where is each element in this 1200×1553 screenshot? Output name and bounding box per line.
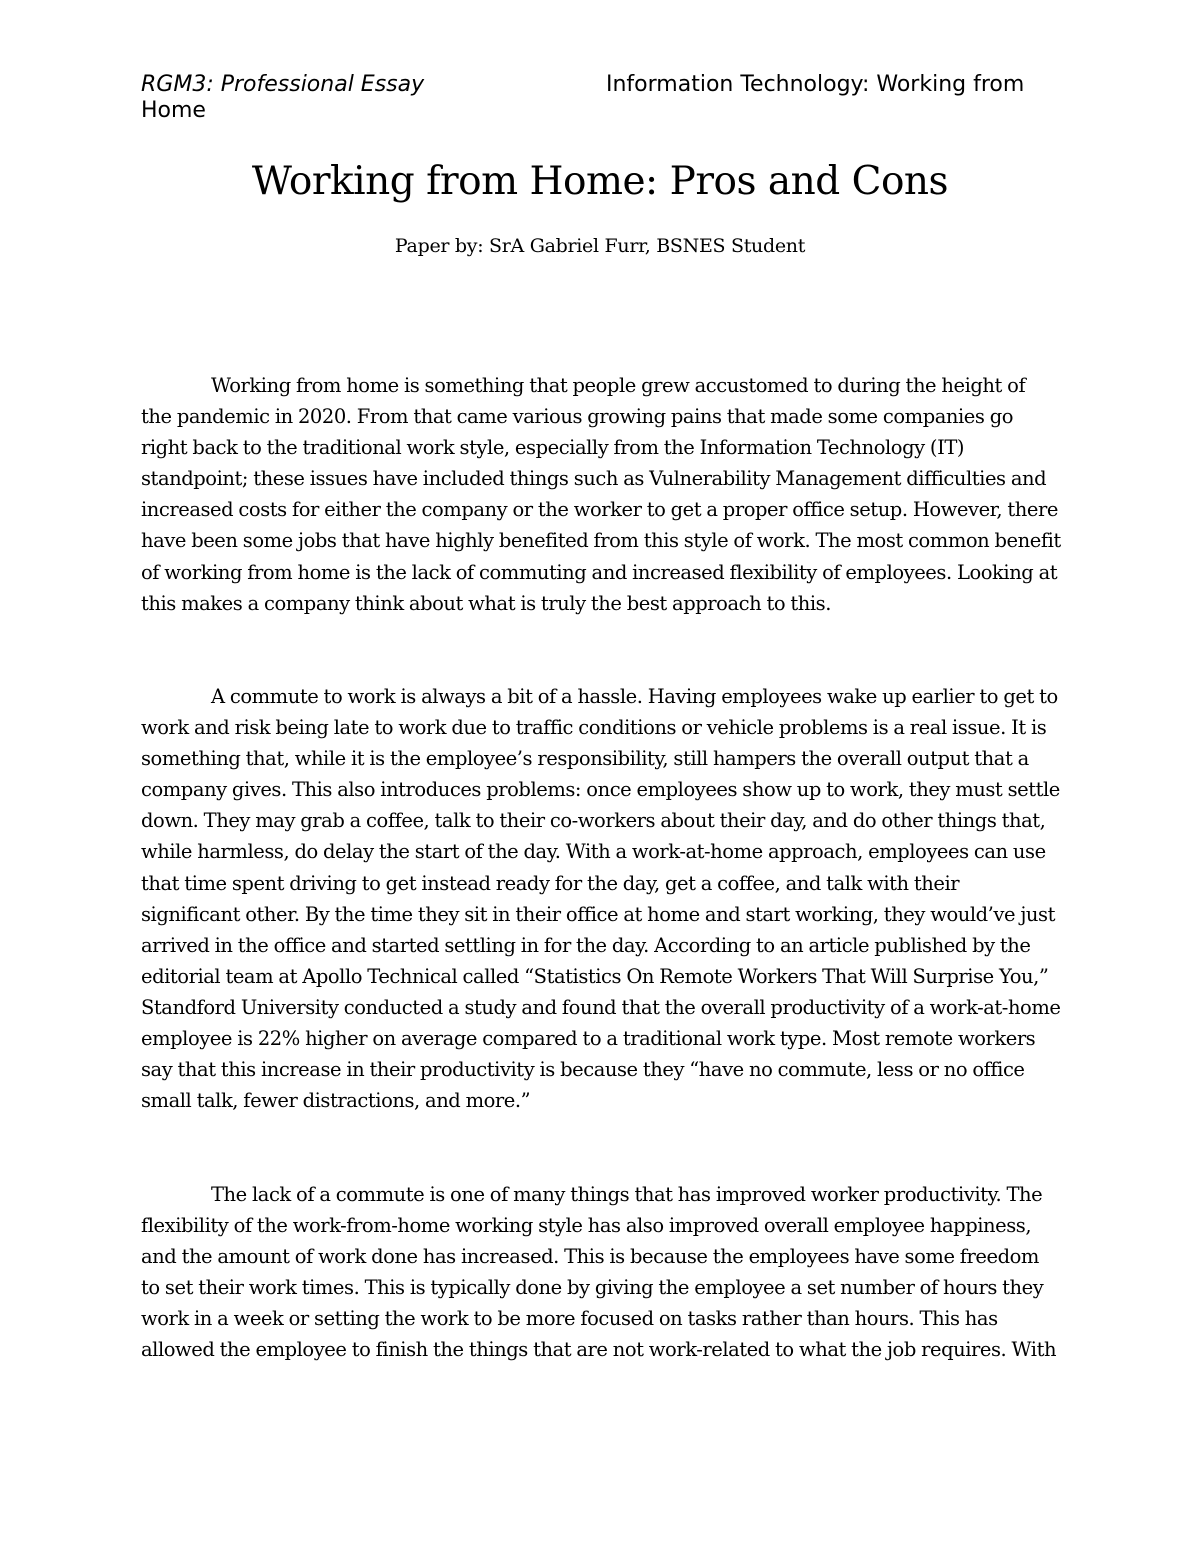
header-course-label: RGM3: Professional Essay [141, 72, 425, 97]
body-paragraph: The lack of a commute is one of many things that has improved worker productivity. The flexibility of the work-from-home working style has also improved overall employee happiness, and the amount of work done has increased. This is because the employees have some freedom to set their work times. This is typically done by giving the employee a set number of hours they work in a week or setting the work to be more focused on tasks rather than hours. This has allowed the employee to finish the things that are not work-related to what the job requires. With [141, 1183, 1057, 1362]
document-byline: Paper by: SrA Gabriel Furr, BSNES Student [394, 235, 806, 257]
document-title: Working from Home: Pros and Cons [251, 159, 949, 204]
page-header [141, 72, 1061, 124]
body-paragraph: Working from home is something that people grew accustomed to during the height of the pandemic in 2020. From that came various growing pains that made some companies go right back to the traditional work style, especially from the Information Technology (IT) standpoint; these issues have included things such as Vulnerability Management difficulties and increased costs for either the company or the worker to get a proper office setup. However, there have been some jobs that have highly benefited from this style of work. The most common benefit of working from home is the lack of commuting and increased flexibility of employees. Looking at this makes a company think about what is truly the best approach to this. [141, 374, 1061, 615]
body-paragraph: A commute to work is always a bit of a hassle. Having employees wake up earlier to get to work and risk being late to work due to traffic conditions or vehicle problems is a real issue. It is something that, while it is the employee’s responsibility, still hampers the overall output that a company gives. This also introduces problems: once employees show up to work, they must settle down. They may grab a coffee, talk to their co-workers about their day, and do other things that, while harmless, do delay the start of the day. With a work-at-home approach, employees can use that time spent driving to get instead ready for the day, get a coffee, and talk with their significant other. By the time they sit in their office at home and start working, they would’ve just arrived in the office and started settling in for the day. According to an article published by the editorial team at Apollo Technical called “Statistics On Remote Workers That Will Surprise You,” Standford University conducted a study and found that the overall productivity of a work-at-home employee is 22% higher on average compared to a traditional work type. Most remote workers say that this increase in their productivity is because they “have no commute, less or no office small talk, fewer distractions, and more.” [141, 685, 1061, 1113]
header-topic-label: Information Technology: Working from Home [141, 72, 1025, 123]
